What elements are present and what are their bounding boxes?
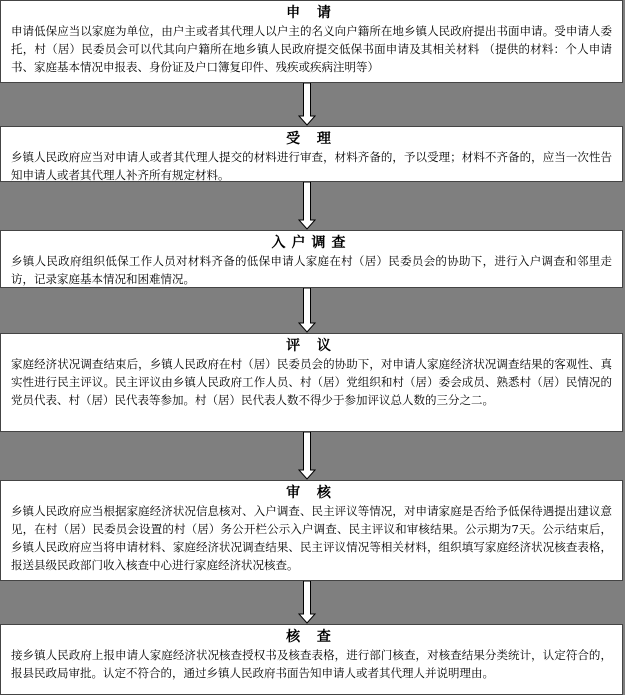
arrow-shape: [299, 432, 315, 479]
step-title: 审 核: [286, 485, 337, 501]
step-body: 申请低保应当以家庭为单位，由户主或者其代理人以户主的名义向户籍所在地乡镇人民政府提出书面申请。受申请人委托，村（居）民委员会可以代其向户籍所在地乡镇人民政府提交低保书面申请及其相关材料 （提供的材料：个人申请书、家庭基本情况申报表、身份证及户口簿复印件、残疾或疾病注明等）: [11, 24, 612, 74]
down-arrow-icon: [298, 182, 316, 230]
step-title: 受 理: [286, 131, 337, 147]
arrow-shape: [299, 182, 315, 229]
step-body: 接乡镇人民政府上报申请人家庭经济状况核查授权书及核查表格，进行部门核查，对核查结果分类统计，认定符合的，报县民政局审批。认定不符合的，通过乡镇人民政府书面告知申请人或者其代理人并说明理由。: [11, 648, 612, 680]
step-accept: [0, 126, 623, 182]
step-title: 核 查: [286, 629, 337, 645]
down-arrow-icon: [298, 581, 316, 624]
step-body: 乡镇人民政府组织低保工作人员对材料齐备的低保申请人家庭在村（居）民委员会的协助下，进行入户调查和邻里走访，记录家庭基本情况和困难情况。: [11, 254, 612, 286]
step-home-survey: [0, 230, 623, 288]
step-body: 乡镇人民政府应当对申请人或者其代理人提交的材料进行审查，材料齐备的，予以受理；材料不齐备的，应当一次性告知申请人或者其代理人补齐所有规定材料。: [11, 150, 612, 182]
step-body: 家庭经济状况调查结束后，乡镇人民政府在村（居）民委员会的协助下，对申请人家庭经济状况调查结果的客观性、真实性进行民主评议。民主评议由乡镇人民政府工作人员、村（居）党组织和村（居）委会成员、熟悉村（居）民情况的党员代表、村（居）民代表等参加。村（居）民代表人数不得少于参加评议总人数的三分之二。: [11, 357, 612, 407]
down-arrow-icon: [298, 288, 316, 333]
step-title: 申 请: [286, 5, 337, 21]
down-arrow-icon: [298, 83, 316, 126]
step-body: 乡镇人民政府应当根据家庭经济状况信息核对、入户调查、民主评议等情况，对申请家庭是否给予低保待遇提出建议意见，在村（居）民委员会设置的村（居）务公开栏公示入户调查、民主评议和审核结果。公示期为7天。公示结束后，乡镇人民政府应当将申请材料、家庭经济状况调查结果、民主评议情况等相关材料，组织填写家庭经济状况核查表格，报送县级民政部门收入核查中心进行家庭经济状况核查。: [11, 504, 612, 572]
arrow-shape: [299, 83, 315, 125]
step-verify: [0, 624, 623, 695]
step-audit: [0, 480, 623, 581]
down-arrow-icon: [298, 432, 316, 480]
step-title: 评 议: [286, 338, 337, 354]
step-review: [0, 333, 623, 432]
step-apply: [0, 0, 623, 83]
step-title: 入户调查: [271, 235, 352, 251]
arrow-shape: [299, 581, 315, 623]
arrow-shape: [299, 288, 315, 332]
